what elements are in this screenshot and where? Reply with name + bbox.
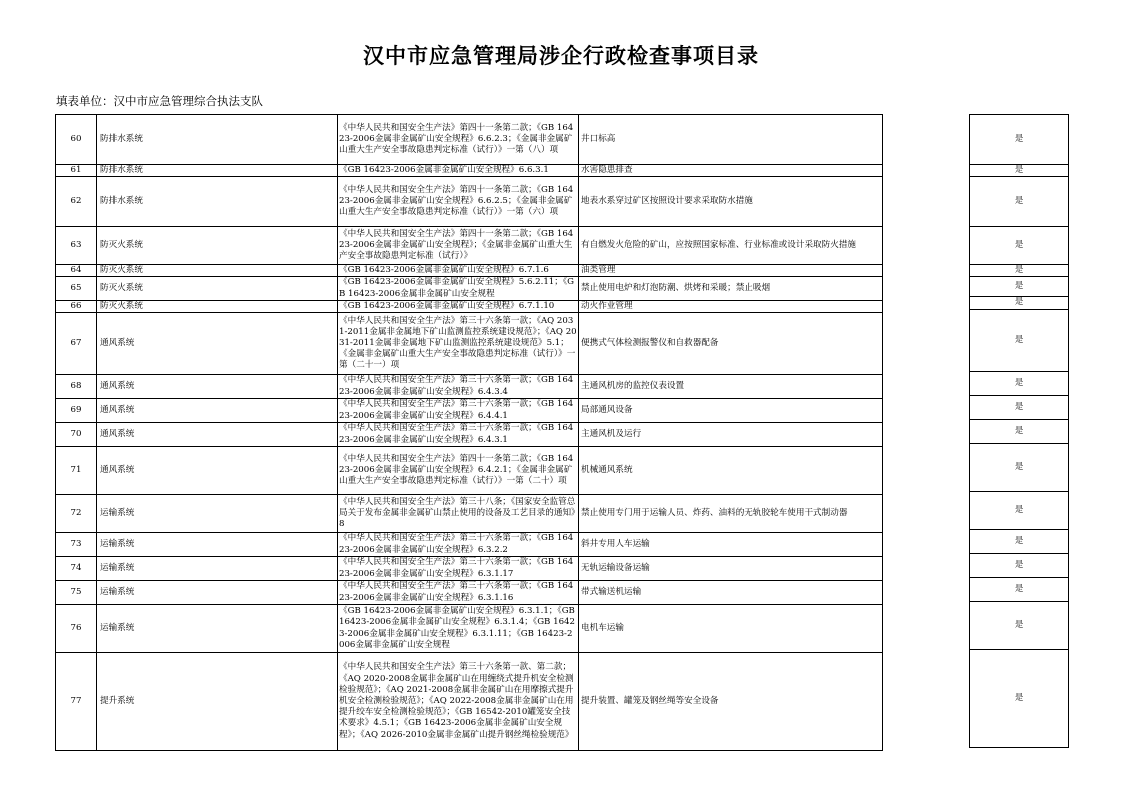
row-number: 67 [56,313,97,375]
row-number: 68 [56,375,97,399]
inspection-system: 通风系统 [97,447,338,495]
legal-basis: 《中华人民共和国安全生产法》第三十六条第一款；《GB 16423-2006金属非金属矿山安全规程》6.3.2.2 [338,533,579,557]
row-number: 66 [56,300,97,312]
result-cell: 是 [970,165,1069,177]
legal-basis: 《GB 16423-2006金属非金属矿山安全规程》6.7.1.10 [338,300,579,312]
result-cell: 是 [970,649,1069,747]
inspection-item: 机械通风系统 [579,447,883,495]
table-row [56,300,883,312]
table-row [970,529,1069,553]
inspection-item: 禁止使用专门用于运输人员、炸药、油料的无轨胶轮车使用干式制动器 [579,495,883,533]
row-number: 60 [56,115,97,165]
row-number: 76 [56,605,97,653]
result-cell: 是 [970,529,1069,553]
table-row [970,491,1069,529]
inspection-system: 通风系统 [97,423,338,447]
row-number: 62 [56,177,97,227]
table-row [56,265,883,277]
filling-unit: 填表单位：汉中市应急管理综合执法支队 [56,94,263,108]
table-row [970,115,1069,165]
row-number: 61 [56,165,97,177]
table-row [970,277,1069,297]
row-number: 63 [56,227,97,265]
result-cell: 是 [970,371,1069,395]
inspection-system: 防排水系统 [97,165,338,177]
table-row [56,227,883,265]
table-row [56,581,883,605]
legal-basis: 《GB 16423-2006金属非金属矿山安全规程》6.6.3.1 [338,165,579,177]
table-row [970,601,1069,649]
row-number: 77 [56,653,97,751]
legal-basis: 《中华人民共和国安全生产法》第四十一条第二款；《GB 16423-2006金属非金属矿山安全规程》；《金属非金属矿山重大生产安全事故隐患判定标准（试行）》 [338,227,579,265]
result-cell: 是 [970,177,1069,227]
row-number: 64 [56,265,97,277]
inspection-item: 井口标高 [579,115,883,165]
legal-basis: 《中华人民共和国安全生产法》第三十六条第一款、第二款；《AQ 2020-2008金属非金属矿山在用缠绕式提升机安全检测检验规范》；《AQ 2021-2008金属非金属矿山在用摩擦式提升机安全检测检验规范》；《AQ 2022-2008金属非金属矿山在用提升绞车安全检测检验规范》；《GB 16542-2010罐笼安全技术要求》4.5.1；《GB 16423-2006金属非金属矿山安全规程》；《AQ 2026-2010金属非金属矿山提升钢丝绳检验规范》 [338,653,579,751]
inspection-system: 运输系统 [97,533,338,557]
table-row [56,533,883,557]
table-row [56,399,883,423]
legal-basis: 《中华人民共和国安全生产法》第三十六条第一款；《GB 16423-2006金属非金属矿山安全规程》6.4.3.1 [338,423,579,447]
table-row [970,309,1069,371]
table-row [970,577,1069,601]
table-row [56,375,883,399]
legal-basis: 《中华人民共和国安全生产法》第三十六条第一款；《AQ 2031-2011金属非金属地下矿山监测监控系统建设规范》；《AQ 2031-2011金属非金属地下矿山监测监控系统建设规范》5.1；《金属非金属矿山重大生产安全事故隐患判定标准（试行）》一第（二十一）项 [338,313,579,375]
table-row [56,557,883,581]
table-row [970,177,1069,227]
table-row [970,649,1069,747]
table-row [56,177,883,227]
table-row [970,297,1069,309]
inspection-system: 通风系统 [97,313,338,375]
result-cell: 是 [970,601,1069,649]
legal-basis: 《GB 16423-2006金属非金属矿山安全规程》6.3.1.1；《GB 16423-2006金属非金属矿山安全规程》6.3.1.4；《GB 16423-2006金属非金属矿山安全规程》6.3.1.11；《GB 16423-2006金属非金属矿山安全规程 [338,605,579,653]
result-cell: 是 [970,297,1069,309]
inspection-system: 防排水系统 [97,177,338,227]
result-cell: 是 [970,227,1069,265]
row-number: 70 [56,423,97,447]
result-cell: 是 [970,577,1069,601]
inspection-item: 主通风机及运行 [579,423,883,447]
inspection-item: 无轨运输设备运输 [579,557,883,581]
table-row [970,265,1069,277]
legal-basis: 《中华人民共和国安全生产法》第四十一条第二款；《GB 16423-2006金属非金属矿山安全规程》6.6.2.5；《金属非金属矿山重大生产安全事故隐患判定标准（试行）》一第（六）项 [338,177,579,227]
result-cell: 是 [970,277,1069,297]
inspection-system: 提升系统 [97,653,338,751]
result-cell: 是 [970,395,1069,419]
table-row [56,115,883,165]
result-cell: 是 [970,265,1069,277]
inspection-system: 防灭火系统 [97,277,338,300]
table-row [56,605,883,653]
inspection-item: 有自燃发火危险的矿山，应按照国家标准、行业标准或设计采取防火措施 [579,227,883,265]
inspection-system: 运输系统 [97,605,338,653]
row-number: 69 [56,399,97,423]
legal-basis: 《中华人民共和国安全生产法》第三十八条；《国家安全监管总局关于发布金属非金属矿山禁止使用的设备及工艺目录的通知》8 [338,495,579,533]
table-row [56,653,883,751]
legal-basis: 《GB 16423-2006金属非金属矿山安全规程》6.7.1.6 [338,265,579,277]
result-table [969,114,1069,748]
legal-basis: 《GB 16423-2006金属非金属矿山安全规程》5.6.2.11；《GB 16423-2006金属非金属矿山安全规程 [338,277,579,300]
row-number: 73 [56,533,97,557]
result-cell: 是 [970,419,1069,443]
legal-basis: 《中华人民共和国安全生产法》第三十六条第一款；《GB 16423-2006金属非金属矿山安全规程》6.3.1.17 [338,557,579,581]
row-number: 71 [56,447,97,495]
row-number: 74 [56,557,97,581]
table-row [970,395,1069,419]
inspection-item: 地表水系穿过矿区按照设计要求采取防水措施 [579,177,883,227]
table-row [56,495,883,533]
inspection-item: 局部通风设备 [579,399,883,423]
table-row [970,165,1069,177]
result-cell: 是 [970,115,1069,165]
inspection-system: 通风系统 [97,375,338,399]
inspection-item: 主通风机房的监控仪表设置 [579,375,883,399]
inspection-system: 运输系统 [97,581,338,605]
result-cell: 是 [970,491,1069,529]
inspection-system: 运输系统 [97,495,338,533]
result-cell: 是 [970,553,1069,577]
inspection-system: 通风系统 [97,399,338,423]
result-cell: 是 [970,443,1069,491]
inspection-system: 防灭火系统 [97,300,338,312]
inspection-item: 禁止使用电炉和灯泡防潮、烘烤和采暖；禁止吸烟 [579,277,883,300]
table-row [56,165,883,177]
table-row [970,227,1069,265]
inspection-item: 斜井专用人车运输 [579,533,883,557]
inspection-item: 动火作业管理 [579,300,883,312]
inspection-item: 水害隐患排查 [579,165,883,177]
table-row [970,443,1069,491]
inspection-item: 电机车运输 [579,605,883,653]
table-row [56,423,883,447]
legal-basis: 《中华人民共和国安全生产法》第四十一条第二款；《GB 16423-2006金属非金属矿山安全规程》6.6.2.3；《金属非金属矿山重大生产安全事故隐患判定标准（试行）》一第（八）项 [338,115,579,165]
inspection-system: 防排水系统 [97,115,338,165]
table-row [970,419,1069,443]
inspection-table [55,114,883,751]
table-row [56,313,883,375]
table-row [56,447,883,495]
inspection-system: 运输系统 [97,557,338,581]
inspection-item: 便携式气体检测报警仪和自救器配备 [579,313,883,375]
inspection-item: 提升装置、罐笼及钢丝绳等安全设备 [579,653,883,751]
legal-basis: 《中华人民共和国安全生产法》第三十六条第一款；《GB 16423-2006金属非金属矿山安全规程》6.4.3.4 [338,375,579,399]
legal-basis: 《中华人民共和国安全生产法》第四十一条第二款；《GB 16423-2006金属非金属矿山安全规程》6.4.2.1；《金属非金属矿山重大生产安全事故隐患判定标准（试行）》一第（二十）项 [338,447,579,495]
page-title: 汉中市应急管理局涉企行政检查事项目录 [363,44,759,68]
table-row [970,553,1069,577]
legal-basis: 《中华人民共和国安全生产法》第三十六条第一款；《GB 16423-2006金属非金属矿山安全规程》6.3.1.16 [338,581,579,605]
result-cell: 是 [970,309,1069,371]
inspection-system: 防灭火系统 [97,265,338,277]
row-number: 72 [56,495,97,533]
legal-basis: 《中华人民共和国安全生产法》第三十六条第一款；《GB 16423-2006金属非金属矿山安全规程》6.4.4.1 [338,399,579,423]
inspection-system: 防灭火系统 [97,227,338,265]
table-row [56,277,883,300]
row-number: 75 [56,581,97,605]
inspection-item: 带式输送机运输 [579,581,883,605]
row-number: 65 [56,277,97,300]
table-row [970,371,1069,395]
inspection-item: 油类管理 [579,265,883,277]
